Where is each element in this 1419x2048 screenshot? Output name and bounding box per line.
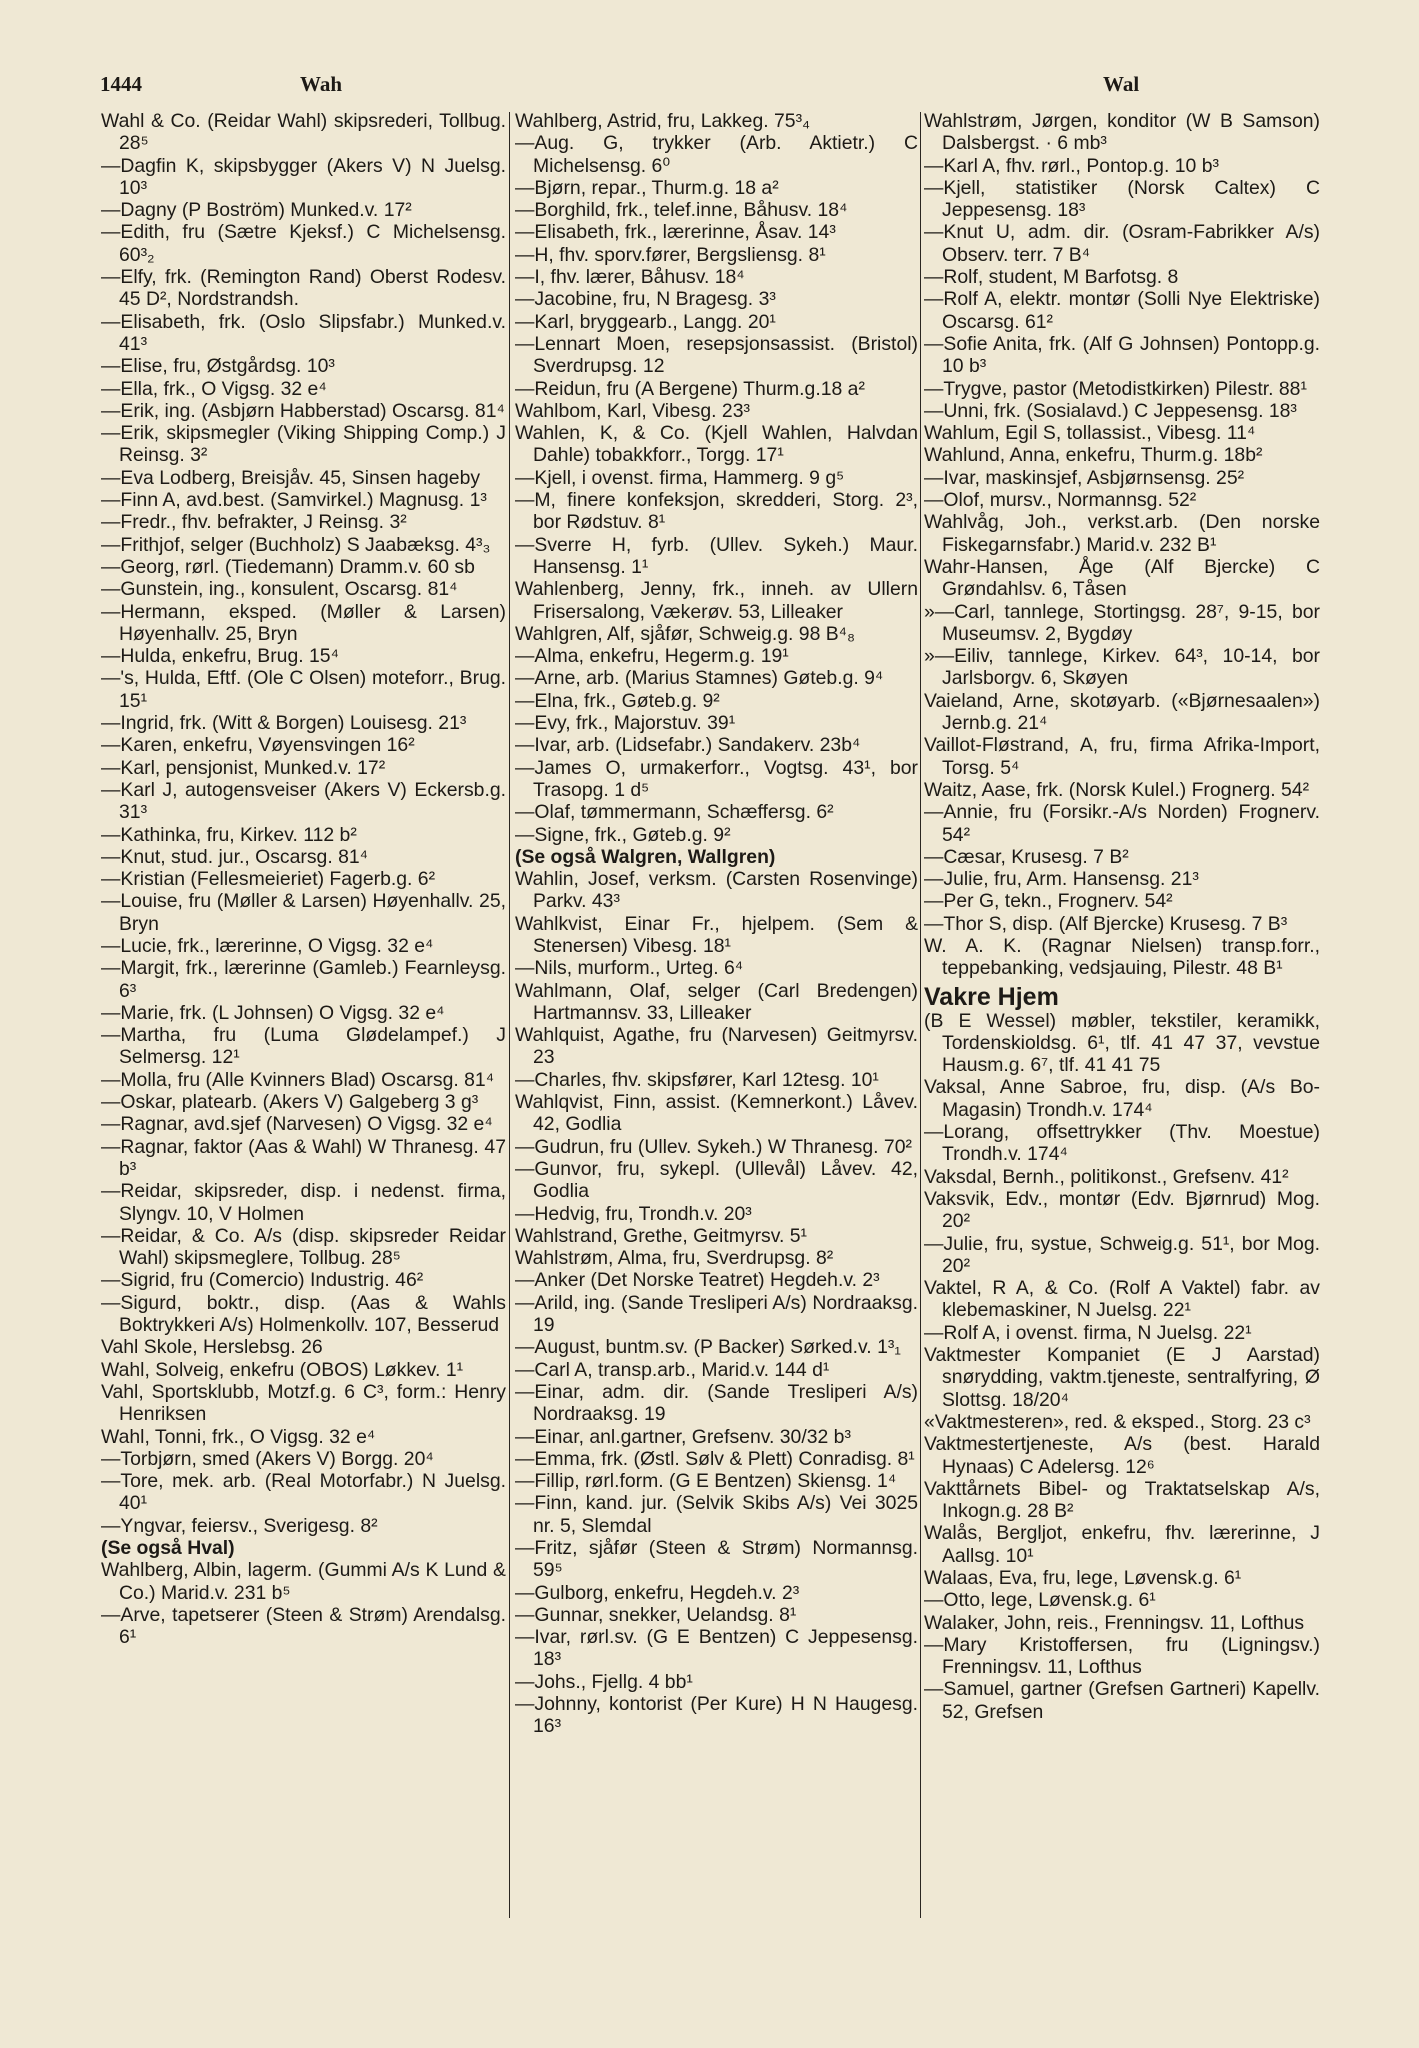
page-header	[100, 72, 1320, 102]
directory-entry: —Dagfin K, skipsbygger (Akers V) N Juelsg. 10³	[101, 154, 506, 199]
directory-entry: —Ingrid, frk. (Witt & Borgen) Louisesg. 21³	[101, 712, 467, 735]
directory-entry: Vaksvik, Edv., montør (Edv. Bjørnrud) Mog. 20²	[924, 1187, 1320, 1233]
directory-entry: —Carl A, transp.arb., Marid.v. 144 d¹	[515, 1358, 830, 1381]
column-3	[924, 110, 1320, 1920]
directory-entry: —Fillip, rørl.form. (G E Bentzen) Skiensg. 1⁴	[515, 1470, 897, 1493]
directory-entry: »—Eiliv, tannlege, Kirkev. 64³, 10-14, bor Jarlsborgv. 6, Skøyen	[924, 645, 1320, 690]
directory-entry: —Sigurd, boktr., disp. (Aas & Wahls Boktrykkeri A/s) Holmenkollv. 107, Besserud	[101, 1291, 506, 1337]
directory-entry: —Elfy, frk. (Remington Rand) Oberst Rodesv. 45 D², Nordstrandsh.	[101, 266, 506, 311]
directory-entry: —Ella, frk., O Vigsg. 32 e⁴	[101, 377, 327, 400]
directory-entry: —Tore, mek. arb. (Real Motorfabr.) N Juelsg. 40¹	[101, 1470, 506, 1515]
directory-entry: »—Carl, tannlege, Stortingsg. 28⁷, 9-15, bor Museumsv. 2, Bygdøy	[924, 600, 1320, 645]
directory-entry: «Vaktmesteren», red. & eksped., Storg. 23 c³	[924, 1410, 1311, 1433]
directory-entry: —Edith, fru (Sætre Kjeksf.) C Michelsensg. 60³₂	[101, 221, 506, 266]
directory-entry: —Kathinka, fru, Kirkev. 112 b²	[101, 823, 357, 846]
column-1	[101, 110, 506, 1920]
directory-entry: Wahlbom, Karl, Vibesg. 23³	[515, 399, 750, 422]
directory-entry: Wahlqvist, Finn, assist. (Kemnerkont.) Låvev. 42, Godlia	[515, 1091, 918, 1136]
directory-entry: —Elise, fru, Østgårdsg. 10³	[101, 355, 335, 378]
left-guide-word: Wah	[300, 72, 343, 96]
directory-entry: —Lorang, offsettrykker (Thv. Moestue) Trondh.v. 174⁴	[924, 1121, 1320, 1166]
directory-entry: —Arild, ing. (Sande Tresliperi A/s) Nordraaksg. 19	[515, 1291, 918, 1337]
directory-entry: W. A. K. (Ragnar Nielsen) transp.forr., teppebanking, vedsjauing, Pilestr. 48 B¹	[924, 934, 1320, 980]
directory-entry: —Finn A, avd.best. (Samvirkel.) Magnusg. 1³	[101, 489, 487, 512]
directory-entry: —Gulborg, enkefru, Hegdeh.v. 2³	[515, 1581, 800, 1604]
directory-entry: Wahlberg, Albin, lagerm. (Gummi A/s K Lund & Co.) Marid.v. 231 b⁵	[101, 1559, 506, 1604]
directory-entry: —August, buntm.sv. (P Backer) Sørked.v. 1³₁	[515, 1336, 901, 1359]
directory-entry: —Louise, fru (Møller & Larsen) Høyenhallv. 25, Bryn	[101, 890, 506, 935]
directory-entry: —James O, urmakerforr., Vogtsg. 43¹, bor Trasopg. 1 d⁵	[515, 756, 918, 801]
directory-entry: —Frithjof, selger (Buchholz) S Jaabæksg. 4³₃	[101, 533, 491, 556]
directory-entry: Wahlstrøm, Jørgen, konditor (W B Samson) Dalsbergst. · 6 mb³	[924, 110, 1320, 155]
directory-entry: —Einar, adm. dir. (Sande Tresliperi A/s) Nordraaksg. 19	[515, 1380, 918, 1426]
directory-entry: —Hulda, enkefru, Brug. 15⁴	[101, 645, 339, 668]
directory-entry: Vaktel, R A, & Co. (Rolf A Vaktel) fabr. av klebemaskiner, N Juelsg. 22¹	[924, 1277, 1320, 1322]
directory-entry: —Ivar, arb. (Lidsefabr.) Sandakerv. 23b⁴	[515, 734, 861, 757]
directory-entry: —Julie, fru, systue, Schweig.g. 51¹, bor Mog. 20²	[924, 1232, 1320, 1277]
page-number: 1444	[100, 72, 142, 96]
directory-entry: —Julie, fru, Arm. Hansensg. 21³	[924, 868, 1199, 891]
see-also-note: (Se også Walgren, Wallgren)	[515, 845, 776, 868]
column-divider	[509, 112, 510, 1918]
column-2	[515, 110, 918, 1920]
directory-entry: —Erik, ing. (Asbjørn Habberstad) Oscarsg. 81⁴	[101, 399, 505, 422]
directory-entry: Wahl, Solveig, enkefru (OBOS) Løkkev. 1¹	[101, 1358, 464, 1381]
directory-entry: —Knut, stud. jur., Oscarsg. 81⁴	[101, 845, 368, 868]
directory-entry: —Eva Lodberg, Breisjåv. 45, Sinsen hageby	[101, 466, 481, 489]
directory-entry: —Karen, enkefru, Vøyensvingen 16²	[101, 734, 415, 757]
directory-entry: —Kjell, i ovenst. firma, Hammerg. 9 g⁵	[515, 466, 845, 489]
directory-entry: —Ragnar, faktor (Aas & Wahl) W Thranesg. 47 b³	[101, 1135, 506, 1180]
directory-entry: —Reidar, skipsreder, disp. i nedenst. firma, Slyngv. 10, V Holmen	[101, 1180, 506, 1225]
directory-entry: Wahr-Hansen, Åge (Alf Bjercke) C Grøndahlsv. 6, Tåsen	[924, 555, 1320, 601]
directory-entry: Wahlstrøm, Alma, fru, Sverdrupsg. 8²	[515, 1247, 834, 1270]
directory-entry: —Reidun, fru (A Bergene) Thurm.g.18 a²	[515, 377, 865, 400]
directory-entry: —Gudrun, fru (Ullev. Sykeh.) W Thranesg. 70²	[515, 1135, 912, 1158]
directory-entry: —Kjell, statistiker (Norsk Caltex) C Jeppesensg. 18³	[924, 176, 1320, 222]
directory-entry: Wahlkvist, Einar Fr., hjelpem. (Sem & Stenersen) Vibesg. 18¹	[515, 912, 918, 957]
directory-entry: Waitz, Aase, frk. (Norsk Kulel.) Frognerg. 54²	[924, 778, 1310, 801]
directory-entry: —Erik, skipsmegler (Viking Shipping Comp.) J Reinsg. 3²	[101, 422, 506, 467]
right-guide-word: Wal	[1103, 72, 1140, 96]
directory-entry: —Thor S, disp. (Alf Bjercke) Krusesg. 7 B³	[924, 912, 1288, 935]
directory-entry: —Karl A, fhv. rørl., Pontop.g. 10 b³	[924, 154, 1219, 177]
directory-entry: Vahl, Sportsklubb, Motzf.g. 6 C³, form.: Henry Henriksen	[101, 1380, 506, 1426]
directory-entry: —Marie, frk. (L Johnsen) O Vigsg. 32 e⁴	[101, 1001, 445, 1024]
directory-entry: Wahl, Tonni, frk., O Vigsg. 32 e⁴	[101, 1425, 376, 1448]
directory-entry: —Hedvig, fru, Trondh.v. 20³	[515, 1202, 752, 1225]
directory-entry: —Alma, enkefru, Hegerm.g. 19¹	[515, 645, 789, 668]
directory-entry: —Charles, fhv. skipsfører, Karl 12tesg. 10¹	[515, 1068, 879, 1091]
directory-entry: —Karl, bryggearb., Langg. 20¹	[515, 310, 776, 333]
directory-entry: —Knut U, adm. dir. (Osram-Fabrikker A/s) Observ. terr. 7 B⁴	[924, 221, 1320, 266]
directory-entry: —Sverre H, fyrb. (Ullev. Sykeh.) Maur. Hansensg. 1¹	[515, 533, 918, 578]
directory-entry: Walås, Bergljot, enkefru, fhv. lærerinne, J Aallsg. 10¹	[924, 1522, 1320, 1567]
directory-entry: —M, finere konfeksjon, skredderi, Storg. 2³, bor Rødstuv. 8¹	[515, 489, 918, 534]
directory-entry: —Ragnar, avd.sjef (Narvesen) O Vigsg. 32 e⁴	[101, 1113, 493, 1136]
directory-entry: Wahlum, Egil S, tollassist., Vibesg. 11⁴	[924, 422, 1256, 445]
directory-entry: —Arne, arb. (Marius Stamnes) Gøteb.g. 9⁴	[515, 667, 884, 690]
directory-entry: —Ivar, rørl.sv. (G E Bentzen) C Jeppesensg. 18³	[515, 1626, 918, 1671]
directory-entry: —Karl J, autogensveiser (Akers V) Eckersb.g. 31³	[101, 778, 506, 824]
directory-entry: —Hermann, eksped. (Møller & Larsen) Høyenhallv. 25, Bryn	[101, 600, 506, 645]
directory-entry: Vaktmestertjeneste, A/s (best. Harald Hynaas) C Adelersg. 12⁶	[924, 1433, 1320, 1478]
directory-entry: —Lucie, frk., lærerinne, O Vigsg. 32 e⁴	[101, 934, 434, 957]
directory-entry: —Lennart Moen, resepsjonsassist. (Bristol) Sverdrupsg. 12	[515, 332, 918, 378]
directory-entry: —Rolf, student, M Barfotsg. 8	[924, 266, 1179, 289]
directory-entry: Wahlstrand, Grethe, Geitmyrsv. 5¹	[515, 1224, 808, 1247]
directory-entry: —Ivar, maskinsjef, Asbjørnsensg. 25²	[924, 466, 1245, 489]
directory-entry: Wahl & Co. (Reidar Wahl) skipsrederi, Tollbug. 28⁵	[101, 110, 506, 155]
directory-entry: —Unni, frk. (Sosialavd.) C Jeppesensg. 18³	[924, 399, 1297, 422]
directory-entry: —Finn, kand. jur. (Selvik Skibs A/s) Vei 3025 nr. 5, Slemdal	[515, 1492, 918, 1537]
directory-entry: —Dagny (P Boström) Munked.v. 17²	[101, 199, 412, 222]
directory-entry: —Emma, frk. (Østl. Sølv & Plett) Conradisg. 8¹	[515, 1447, 915, 1470]
directory-entry: —Per G, tekn., Frognerv. 54²	[924, 890, 1173, 913]
directory-entry: Wahlquist, Agathe, fru (Narvesen) Geitmyrsv. 23	[515, 1024, 918, 1069]
directory-entry: Vaillot-Fløstrand, A, fru, firma Afrika-Import, Torsg. 5⁴	[924, 734, 1320, 779]
directory-entry: —Fritz, sjåfør (Steen & Strøm) Normannsg. 59⁵	[515, 1537, 918, 1582]
directory-entry: —Borghild, frk., telef.inne, Båhusv. 18⁴	[515, 199, 848, 222]
directory-entry: —Mary Kristoffersen, fru (Ligningsv.) Frenningsv. 11, Lofthus	[924, 1633, 1320, 1679]
directory-entry: Vaksdal, Bernh., politikonst., Grefsenv. 41²	[924, 1165, 1289, 1188]
directory-entry: Wahlberg, Astrid, fru, Lakkeg. 75³₄	[515, 110, 810, 132]
directory-entry: Wahlenberg, Jenny, frk., inneh. av Ullern Frisersalong, Vækerøv. 53, Lilleaker	[515, 578, 918, 623]
directory-entry: —Olof, mursv., Normannsg. 52²	[924, 489, 1197, 512]
directory-entry: Vaieland, Arne, skotøyarb. («Bjørnesaalen») Jernb.g. 21⁴	[924, 689, 1320, 735]
directory-entry: —Gunvor, fru, sykepl. (Ullevål) Låvev. 42, Godlia	[515, 1157, 918, 1203]
directory-entry: —Martha, fru (Luma Glødelampef.) J Selmersg. 12¹	[101, 1024, 506, 1069]
directory-entry: Vahl Skole, Herslebsg. 26	[101, 1336, 323, 1359]
directory-entry: —Einar, anl.gartner, Grefsenv. 30/32 b³	[515, 1425, 851, 1448]
directory-entry: Vaktmester Kompaniet (E J Aarstad) snørydding, vaktm.tjeneste, sentralfyring, Ø Slottsg. 18/20⁴	[924, 1344, 1320, 1411]
directory-entry: Wahlund, Anna, enkefru, Thurm.g. 18b²	[924, 444, 1263, 467]
directory-entry: —Elisabeth, frk., lærerinne, Åsav. 14³	[515, 221, 836, 244]
directory-entry: —Sofie Anita, frk. (Alf G Johnsen) Pontopp.g. 10 b³	[924, 332, 1320, 378]
directory-entry: Wahlmann, Olaf, selger (Carl Bredengen) Hartmannsv. 33, Lilleaker	[515, 979, 918, 1024]
see-also-note: (Se også Hval)	[101, 1537, 235, 1559]
section-heading: Vakre Hjem	[924, 982, 1059, 1011]
directory-entry: —Nils, murform., Urteg. 6⁴	[515, 957, 744, 980]
directory-entry: —'s, Hulda, Eftf. (Ole C Olsen) moteforr., Brug. 15¹	[101, 667, 506, 712]
directory-entry: —Rolf A, i ovenst. firma, N Juelsg. 22¹	[924, 1321, 1252, 1344]
directory-entry: —Aug. G, trykker (Arb. Aktietr.) C Michelsensg. 6⁰	[515, 132, 918, 177]
directory-entry: —Molla, fru (Alle Kvinners Blad) Oscarsg. 81⁴	[101, 1068, 495, 1091]
directory-entry: —H, fhv. sporv.fører, Bergsliensg. 8¹	[515, 243, 826, 266]
directory-entry: —Johs., Fjellg. 4 bb¹	[515, 1670, 693, 1693]
directory-entry: —Signe, frk., Gøteb.g. 9²	[515, 823, 731, 846]
directory-entry: —Annie, fru (Forsikr.-A/s Norden) Frognerv. 54²	[924, 801, 1320, 846]
directory-entry: —Elisabeth, frk. (Oslo Slipsfabr.) Munked.v. 41³	[101, 310, 506, 355]
directory-entry: —Kristian (Fellesmeieriet) Fagerb.g. 6²	[101, 868, 436, 891]
directory-entry: —Evy, frk., Majorstuv. 39¹	[515, 712, 736, 735]
directory-entry: —Jacobine, fru, N Bragesg. 3³	[515, 288, 776, 311]
directory-entry: —Georg, rørl. (Tiedemann) Dramm.v. 60 sb	[101, 555, 475, 578]
directory-entry: —Trygve, pastor (Metodistkirken) Pilestr. 88¹	[924, 377, 1307, 400]
directory-entry: Vakttårnets Bibel- og Traktatselskap A/s, Inkogn.g. 28 B²	[924, 1477, 1320, 1523]
directory-entry: —Oskar, platearb. (Akers V) Galgeberg 3 g³	[101, 1091, 479, 1114]
directory-entry: —Johnny, kontorist (Per Kure) H N Haugesg. 16³	[515, 1693, 918, 1738]
directory-entry: Wahlin, Josef, verksm. (Carsten Rosenvinge) Parkv. 43³	[515, 868, 918, 913]
directory-entry: —Karl, pensjonist, Munked.v. 17²	[101, 756, 386, 779]
directory-entry: —Cæsar, Krusesg. 7 B²	[924, 845, 1129, 868]
directory-entry: —Olaf, tømmermann, Schæffersg. 6²	[515, 801, 834, 824]
column-divider	[920, 112, 921, 1918]
directory-entry: Wahlgren, Alf, sjåfør, Schweig.g. 98 B⁴₈	[515, 622, 856, 645]
directory-entry: —Fredr., fhv. befrakter, J Reinsg. 3²	[101, 511, 407, 534]
directory-entry: Walaker, John, reis., Frenningsv. 11, Lofthus	[924, 1611, 1305, 1634]
directory-entry: —Elna, frk., Gøteb.g. 9²	[515, 689, 720, 712]
directory-entry: —Torbjørn, smed (Akers V) Borgg. 20⁴	[101, 1447, 434, 1470]
directory-entry: Wahlvåg, Joh., verkst.arb. (Den norske Fiskegarnsfabr.) Marid.v. 232 B¹	[924, 511, 1320, 556]
directory-entry: —Otto, lege, Løvensk.g. 6¹	[924, 1589, 1156, 1612]
directory-entry: —Yngvar, feiersv., Sverigesg. 8²	[101, 1514, 378, 1537]
directory-entry: Vaksal, Anne Sabroe, fru, disp. (A/s Bo-Magasin) Trondh.v. 174⁴	[924, 1076, 1320, 1121]
directory-entry: —Margit, frk., lærerinne (Gamleb.) Fearnleysg. 6³	[101, 957, 506, 1002]
directory-entry: —Sigrid, fru (Comercio) Industrig. 46²	[101, 1269, 424, 1292]
directory-entry: Wahlen, K, & Co. (Kjell Wahlen, Halvdan Dahle) tobakkforr., Torgg. 17¹	[515, 422, 918, 467]
directory-entry: Walaas, Eva, fru, lege, Løvensk.g. 6¹	[924, 1567, 1242, 1589]
directory-entry: —Gunnar, snekker, Uelandsg. 8¹	[515, 1603, 797, 1626]
directory-entry: —I, fhv. lærer, Båhusv. 18⁴	[515, 266, 745, 289]
directory-entry: —Bjørn, repar., Thurm.g. 18 a²	[515, 176, 779, 199]
directory-entry: —Gunstein, ing., konsulent, Oscarsg. 81⁴	[101, 578, 458, 601]
directory-entry: —Reidar, & Co. A/s (disp. skipsreder Reidar Wahl) skipsmeglere, Tollbug. 28⁵	[101, 1224, 506, 1270]
directory-entry: —Rolf A, elektr. montør (Solli Nye Elektriske) Oscarsg. 61²	[924, 288, 1320, 333]
directory-entry: —Anker (Det Norske Teatret) Hegdeh.v. 2³	[515, 1269, 880, 1292]
directory-entry: —Samuel, gartner (Grefsen Gartneri) Kapellv. 52, Grefsen	[924, 1678, 1320, 1723]
directory-entry: —Arve, tapetserer (Steen & Strøm) Arendalsg. 6¹	[101, 1603, 506, 1649]
directory-entry: (B E Wessel) møbler, tekstiler, keramikk, Tordenskioldsg. 6¹, tlf. 41 47 37, vevstue Hausm.g. 6⁷, tlf. 41 41 75	[924, 1009, 1320, 1077]
